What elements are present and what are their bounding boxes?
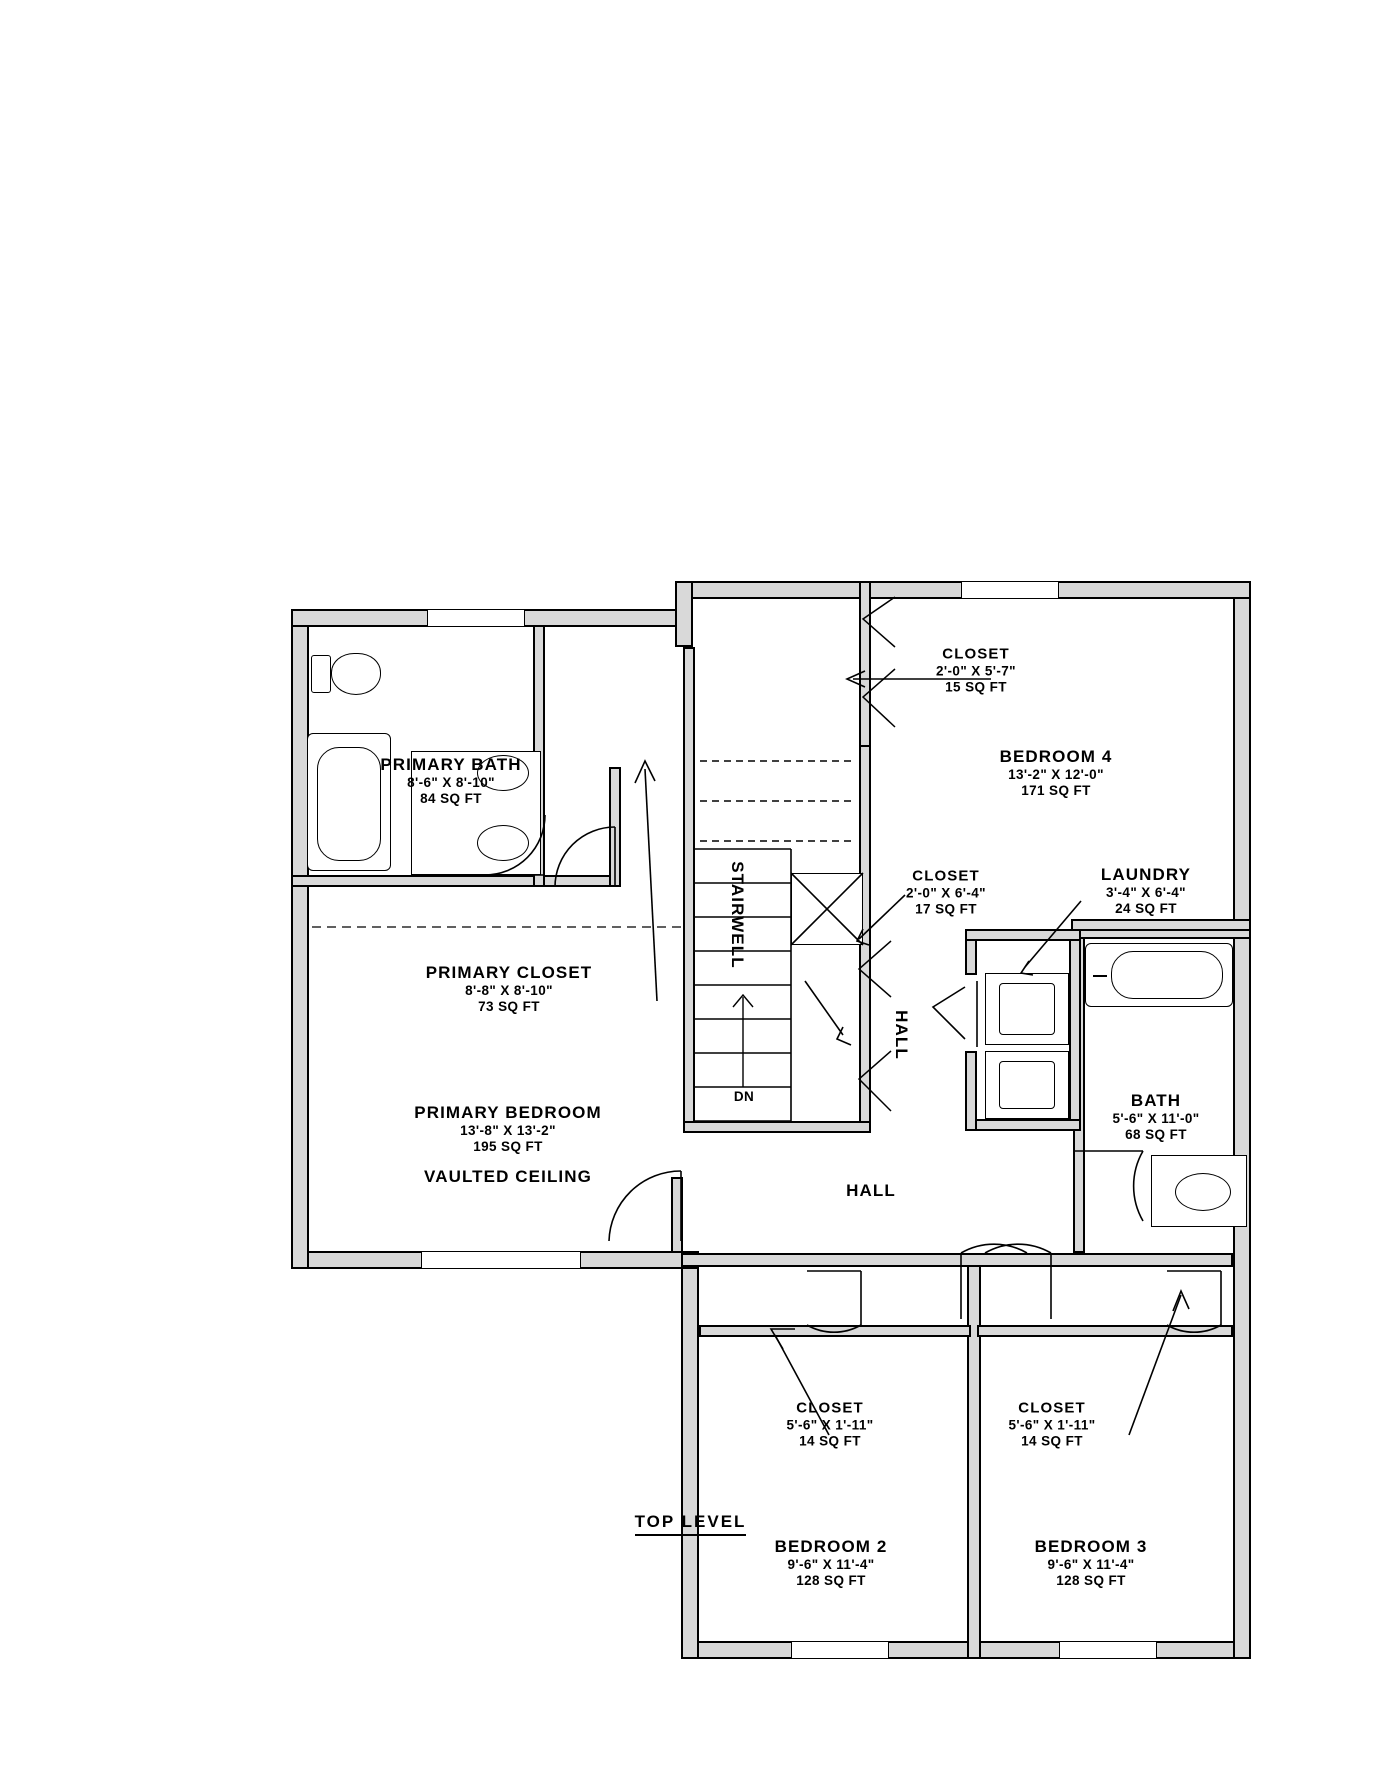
room-dimensions: 8'-8" X 8'-10" <box>465 983 553 999</box>
room-label-bedroom3 <box>981 1537 1201 1589</box>
room-dimensions: 2'-0" X 6'-4" <box>906 885 986 901</box>
room-name: HALL <box>846 1180 896 1200</box>
room-dimensions: 5'-6" X 1'-11" <box>1008 1417 1096 1433</box>
room-area: 128 SQ FT <box>1056 1573 1126 1589</box>
interior-wall-bed-band-bottom <box>681 1253 1233 1267</box>
interior-wall-bed4-right <box>859 581 871 747</box>
room-dimensions: 2'-0" X 5'-7" <box>936 663 1016 679</box>
room-label-bedroom2 <box>721 1537 941 1589</box>
room-dimensions: 9'-6" X 11'-4" <box>1047 1557 1135 1573</box>
room-dimensions: 13'-2" X 12'-0" <box>1008 767 1104 783</box>
room-label-hall-lower <box>891 955 911 1115</box>
interior-wall-bed4-top <box>1071 919 1251 931</box>
room-area: 84 SQ FT <box>420 791 482 807</box>
exterior-wall-jog <box>675 581 693 647</box>
toilet-tank-primary-bath <box>311 655 331 693</box>
exterior-wall-right <box>291 609 309 1269</box>
room-label-stairwell <box>727 835 747 995</box>
room-label-primary-closet <box>379 963 639 1015</box>
room-name: PRIMARY BEDROOM <box>414 1103 602 1123</box>
stair-direction-label <box>711 1089 777 1105</box>
room-dimensions: 8'-6" X 8'-10" <box>407 775 495 791</box>
room-label-hall-upper <box>791 1181 951 1201</box>
room-area: 17 SQ FT <box>915 901 977 917</box>
ceiling-note: VAULTED CEILING <box>424 1166 592 1186</box>
room-name: CLOSET <box>942 645 1010 663</box>
room-dimensions: 5'-6" X 11'-0" <box>1112 1111 1200 1127</box>
window-bed2-top <box>791 1641 889 1659</box>
room-name: HALL <box>892 1010 912 1060</box>
room-name-line1: PRIMARY BATH <box>380 755 522 775</box>
dryer-drum <box>999 983 1055 1035</box>
interior-wall-laundry-bottom <box>965 929 1081 941</box>
plan-title-text: TOP LEVEL <box>635 1512 747 1536</box>
toilet-primary-bath <box>331 653 381 695</box>
room-label-primary-bedroom <box>363 1103 653 1187</box>
interior-wall-primary-closet-left <box>609 767 621 887</box>
room-label-closet-bedroom2 <box>745 1399 915 1449</box>
stair-direction-text: DN <box>733 1089 755 1105</box>
interior-wall-laundry-right <box>965 1051 977 1131</box>
room-area: 14 SQ FT <box>799 1433 861 1449</box>
interior-wall-stairwell-top <box>683 1121 871 1133</box>
room-area: 15 SQ FT <box>945 679 1007 695</box>
sink-primary-left <box>477 825 529 861</box>
window-primary-top <box>421 1251 581 1269</box>
room-area: 24 SQ FT <box>1115 901 1177 917</box>
interior-wall-bed3-bed2 <box>967 1255 981 1659</box>
room-label-primary-bath <box>371 755 531 807</box>
room-label-bedroom4 <box>941 747 1171 799</box>
room-name: BATH <box>1130 1091 1182 1111</box>
window-bed4-bottom <box>961 581 1059 599</box>
room-name: CLOSET <box>796 1399 864 1417</box>
room-name: BEDROOM 2 <box>774 1537 888 1557</box>
window-primary-bath-bottom <box>427 609 525 627</box>
room-name: BEDROOM 3 <box>1034 1537 1148 1557</box>
room-name: STAIRWELL <box>728 861 748 969</box>
room-dimensions: 3'-4" X 6'-4" <box>1106 885 1186 901</box>
plan-title <box>0 1512 1381 1532</box>
sink-hall-bath <box>1175 1173 1231 1211</box>
room-label-laundry <box>1051 865 1241 917</box>
room-area: 68 SQ FT <box>1125 1127 1187 1143</box>
room-name: LAUNDRY <box>1100 865 1192 885</box>
window-bed3-top <box>1059 1641 1157 1659</box>
room-dimensions: 5'-6" X 1'-11" <box>786 1417 874 1433</box>
room-dimensions: 13'-8" X 13'-2" <box>460 1123 556 1139</box>
interior-wall-stairwell-right <box>683 647 695 1133</box>
room-label-closet-bedroom4 <box>891 645 1061 695</box>
room-name: PRIMARY CLOSET <box>425 963 593 983</box>
interior-wall-primary-entry-stub <box>671 1177 683 1253</box>
room-name: CLOSET <box>912 867 980 885</box>
room-dimensions: 9'-6" X 11'-4" <box>787 1557 875 1573</box>
room-label-closet-hall <box>861 867 1031 917</box>
bathtub-basin-hall-bath <box>1111 951 1223 999</box>
room-area: 14 SQ FT <box>1021 1433 1083 1449</box>
bathtub-faucet-hall-bath <box>1093 975 1107 977</box>
interior-wall-closet3 <box>977 1325 1233 1337</box>
washer-drum <box>999 1061 1055 1109</box>
room-name: CLOSET <box>1018 1399 1086 1417</box>
room-area: 128 SQ FT <box>796 1573 866 1589</box>
room-area: 73 SQ FT <box>478 999 540 1015</box>
stair-landing <box>791 873 863 945</box>
exterior-wall-right-upper <box>681 1255 699 1659</box>
room-name: BEDROOM 4 <box>999 747 1113 767</box>
interior-wall-primary-closet-bottom <box>291 875 621 887</box>
room-area: 171 SQ FT <box>1021 783 1091 799</box>
interior-wall-closet2 <box>699 1325 971 1337</box>
exterior-wall-top <box>681 1641 1251 1659</box>
room-area: 195 SQ FT <box>473 1139 543 1155</box>
room-label-closet-bedroom3 <box>967 1399 1137 1449</box>
room-label-bath <box>1061 1091 1251 1143</box>
